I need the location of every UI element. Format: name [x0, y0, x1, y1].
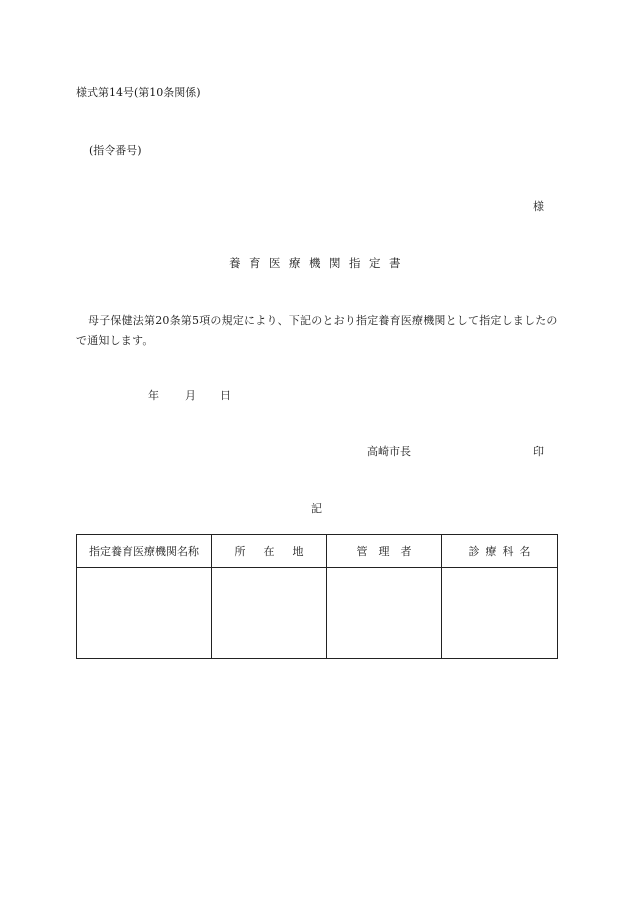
header-facility-name: 指定養育医療機関名称 [77, 535, 212, 568]
cell-departments [442, 568, 558, 659]
form-number: 様式第14号(第10条関係) [76, 86, 201, 99]
header-location: 所在地 [212, 535, 327, 568]
header-departments: 診療科名 [442, 535, 558, 568]
issuer-name: 高崎市長 [367, 445, 411, 458]
cell-location [212, 568, 327, 659]
facility-table [76, 534, 558, 659]
date-day-label: 日 [220, 389, 231, 402]
body-text: 母子保健法第20条第5項の規定により、下記のとおり指定養育医療機関として指定しましたので通知します。 [76, 314, 558, 347]
cell-manager [327, 568, 442, 659]
table-row [77, 568, 558, 659]
header-manager: 管理者 [327, 535, 442, 568]
date-month-label: 月 [185, 389, 196, 402]
order-number-label: (指令番号) [89, 144, 142, 157]
table-header-row [77, 535, 558, 568]
document-title: 養育医療機関指定書 [229, 256, 409, 270]
date-year-label: 年 [148, 389, 159, 402]
seal-mark: 印 [533, 445, 544, 458]
addressee-honorific: 様 [533, 200, 544, 213]
cell-facility-name [77, 568, 212, 659]
ki-label: 記 [311, 502, 322, 515]
